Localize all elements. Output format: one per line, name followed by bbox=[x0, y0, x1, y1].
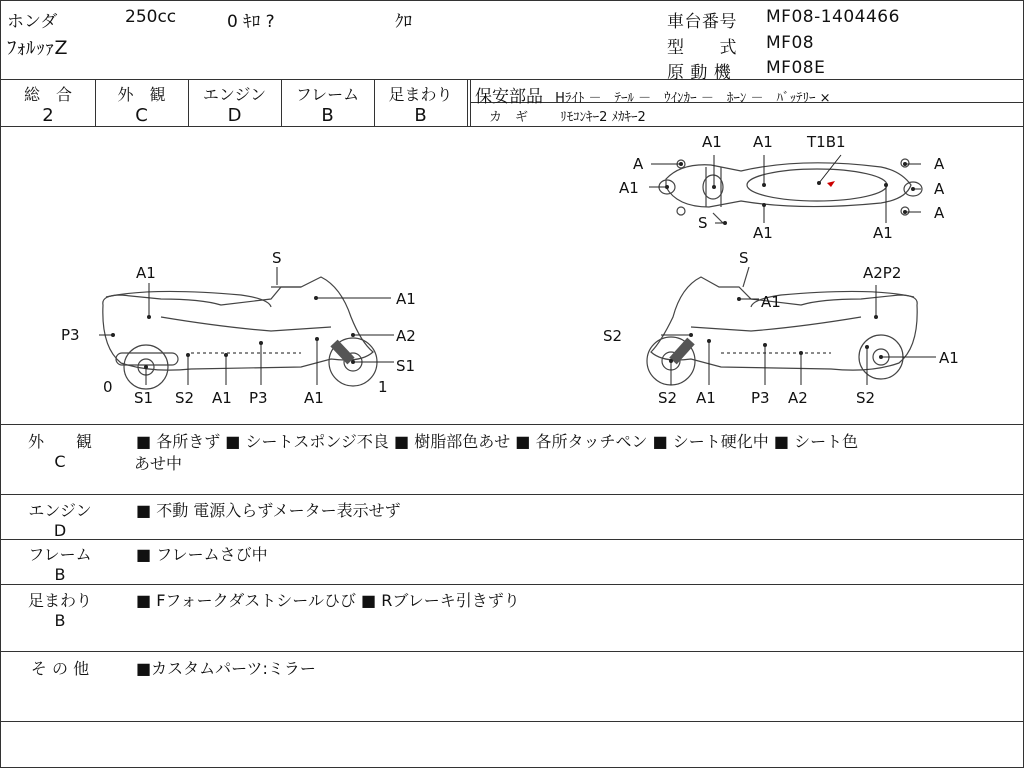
grade-value: D bbox=[227, 105, 242, 126]
note-text-suspension: ■ Fフォークダストシールひび ■ Rブレーキ引きずり bbox=[136, 591, 520, 610]
color: ｸﾛ bbox=[395, 12, 412, 32]
damage-label: A1 bbox=[753, 133, 773, 151]
frame-no-label: 車台番号 bbox=[667, 12, 737, 32]
keys-row bbox=[489, 106, 646, 125]
damage-label: A2 bbox=[396, 327, 416, 345]
engine-label: 原 動 機 bbox=[667, 63, 732, 83]
grade-label: 外 観 bbox=[117, 85, 166, 104]
damage-label: A bbox=[934, 155, 945, 173]
damage-label: T1B1 bbox=[807, 133, 846, 151]
damage-label: A1 bbox=[619, 179, 639, 197]
divider bbox=[1, 494, 1023, 495]
divider bbox=[1, 424, 1023, 425]
divider bbox=[467, 79, 468, 126]
damage-label: A1 bbox=[304, 389, 324, 407]
damage-label: S2 bbox=[175, 389, 195, 407]
damage-label: A1 bbox=[939, 349, 959, 367]
note-heading-label: 足まわり bbox=[27, 591, 92, 610]
damage-label: A2P2 bbox=[863, 264, 902, 282]
grade-value: C bbox=[135, 105, 148, 126]
keys-value: ﾘﾓｺﾝｷｰ2 ﾒｶｷｰ2 bbox=[560, 110, 646, 125]
damage-label: 1 bbox=[378, 378, 388, 396]
note-text-frame: ■ フレームさび中 bbox=[136, 545, 268, 564]
grade-value: B bbox=[414, 105, 427, 126]
note-heading-suspension bbox=[15, 588, 105, 630]
note-heading-label: 外 観 bbox=[27, 432, 92, 451]
note-heading-grade: C bbox=[54, 452, 66, 471]
damage-label: A1 bbox=[702, 133, 722, 151]
damage-label: S bbox=[272, 249, 282, 267]
note-heading-label: そ の 他 bbox=[30, 659, 90, 678]
damage-label: P3 bbox=[61, 326, 80, 344]
frame-no: MF08-1404466 bbox=[766, 7, 900, 27]
damage-label: A bbox=[934, 180, 945, 198]
grade-value: B bbox=[321, 105, 334, 126]
red-mark-icon bbox=[827, 181, 835, 187]
grade-suspension bbox=[374, 80, 467, 126]
grade-value: 2 bbox=[42, 105, 54, 126]
note-text-exterior: ■ 各所きず ■ シートスポンジ不良 ■ 樹脂部色あせ ■ 各所タッチペン ■ シート硬化中 ■ シート色 bbox=[136, 432, 859, 451]
divider bbox=[1, 721, 1023, 722]
divider bbox=[1, 651, 1023, 652]
damage-label: S bbox=[739, 249, 749, 267]
damage-label: A2 bbox=[788, 389, 808, 407]
maker: ホンダ bbox=[7, 12, 58, 32]
note-heading-grade: D bbox=[53, 521, 67, 540]
left-side-scooter bbox=[103, 267, 377, 389]
grade-label: 足まわり bbox=[388, 85, 453, 104]
note-text-other: ■カスタムパーツ:ミラー bbox=[136, 659, 316, 678]
note-heading-other bbox=[15, 656, 105, 679]
note-heading-grade: B bbox=[54, 611, 66, 630]
damage-label: A1 bbox=[873, 224, 893, 242]
damage-label: A1 bbox=[136, 264, 156, 282]
grade-label: 総 合 bbox=[23, 85, 72, 104]
damage-label: P3 bbox=[751, 389, 770, 407]
displacement: 250cc bbox=[125, 7, 177, 27]
divider bbox=[1, 539, 1023, 540]
note-heading-frame bbox=[15, 542, 105, 584]
damage-diagram bbox=[1, 127, 1023, 425]
engine-value: MF08E bbox=[766, 58, 826, 78]
damage-label: S2 bbox=[603, 327, 623, 345]
damage-label: A1 bbox=[761, 293, 781, 311]
note-heading-label: フレーム bbox=[28, 545, 92, 564]
grade-label: フレーム bbox=[295, 85, 360, 104]
keys-label: カ ギ bbox=[489, 110, 529, 125]
mileage: 0 ｷﾛ ? bbox=[227, 12, 275, 32]
model-name: ﾌｫﾙｯｧZ bbox=[7, 37, 68, 59]
damage-label: A1 bbox=[753, 224, 773, 242]
grade-exterior bbox=[95, 80, 188, 126]
damage-label: S1 bbox=[134, 389, 154, 407]
safety-title: 保安部品 bbox=[475, 87, 543, 107]
divider bbox=[1, 584, 1023, 585]
damage-label: A1 bbox=[212, 389, 232, 407]
grade-frame bbox=[281, 80, 374, 126]
damage-label: S2 bbox=[856, 389, 876, 407]
grade-overall bbox=[1, 80, 95, 126]
damage-label: A1 bbox=[396, 290, 416, 308]
right-side-scooter bbox=[647, 267, 917, 385]
grade-engine bbox=[188, 80, 281, 126]
note-heading-label: エンジン bbox=[28, 501, 92, 520]
type-value: MF08 bbox=[766, 33, 815, 53]
note-text-exterior-cont: あせ中 bbox=[134, 454, 183, 473]
note-heading-grade: B bbox=[54, 565, 66, 584]
damage-label: A bbox=[934, 204, 945, 222]
damage-label: P3 bbox=[249, 389, 268, 407]
damage-label: 0 bbox=[103, 378, 113, 396]
damage-label: S1 bbox=[396, 357, 416, 375]
note-text-engine: ■ 不動 電源入らずメーター表示せず bbox=[136, 501, 401, 520]
type-label: 型 式 bbox=[667, 38, 737, 58]
note-heading-exterior bbox=[15, 429, 105, 471]
safety-parts bbox=[475, 82, 830, 107]
note-heading-engine bbox=[15, 498, 105, 540]
safety-items: Hﾗｲﾄ － ﾃｰﾙ － ｳｲﾝｶｰ － ﾎｰﾝ － ﾊﾞｯﾃﾘｰ × bbox=[555, 91, 831, 106]
damage-label: S2 bbox=[658, 389, 678, 407]
damage-label: A1 bbox=[696, 389, 716, 407]
grade-label: エンジン bbox=[202, 85, 267, 104]
damage-label: S bbox=[698, 214, 708, 232]
damage-label: A bbox=[633, 155, 644, 173]
